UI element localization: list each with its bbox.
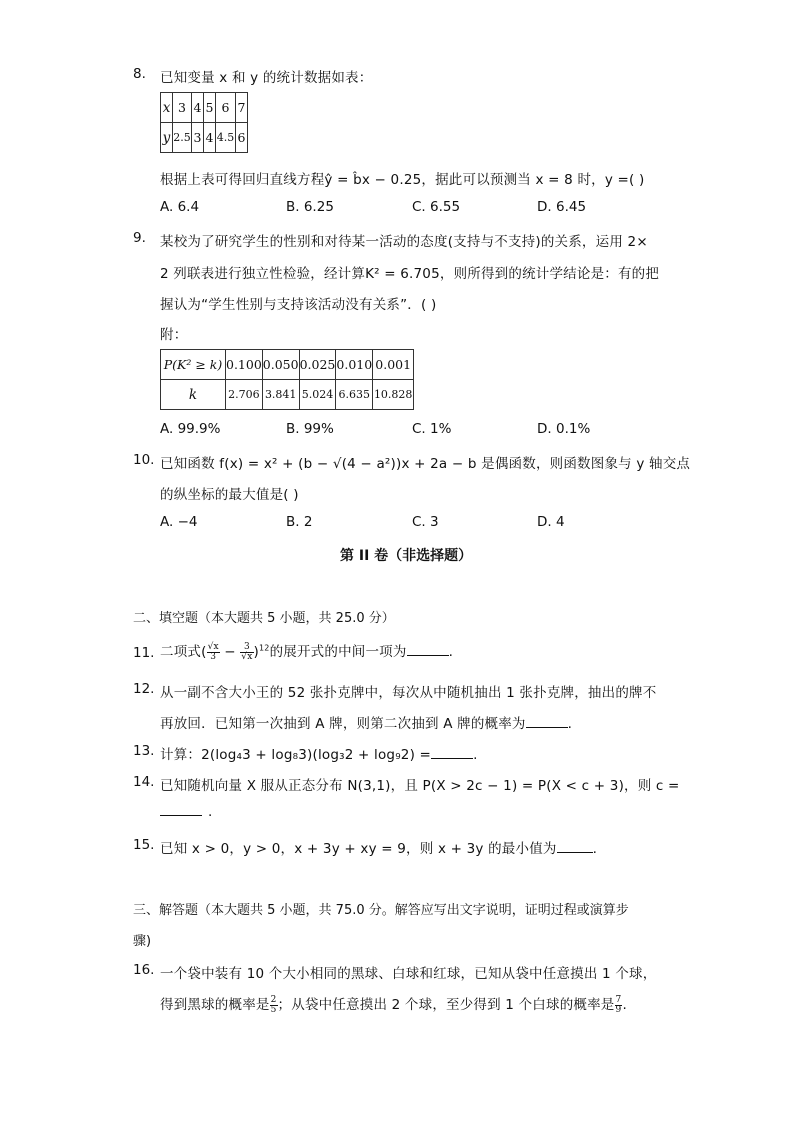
question-8-stem: 已知变量 x 和 y 的统计数据如表： <box>160 70 373 86</box>
q16-frac1-denominator: 5 <box>270 1004 277 1015</box>
table-cell: k <box>161 380 226 410</box>
q8-data-table <box>160 92 248 153</box>
question-13-number: 13. <box>133 743 155 759</box>
q11-frac2-numerator: 3 <box>240 643 253 653</box>
question-14-line2 <box>160 803 213 820</box>
q16-frac2-denominator: 9 <box>615 1004 622 1015</box>
answer-blank <box>407 643 449 656</box>
q10-option-b: B. 2 <box>286 514 313 530</box>
q12-end: . <box>567 716 573 732</box>
q10-option-a: A. −4 <box>160 514 198 530</box>
question-13-text <box>160 743 478 763</box>
q10-option-c: C. 3 <box>412 514 439 530</box>
q16-frac2-numerator: 7 <box>615 994 622 1005</box>
q16-line2-part-c: . <box>622 997 627 1013</box>
table-cell: 3.841 <box>262 380 299 410</box>
table-cell: 0.100 <box>226 350 263 380</box>
question-16-line2 <box>160 993 627 1015</box>
q11-frac1-denominator: 3 <box>210 651 217 662</box>
table-cell: 0.050 <box>262 350 299 380</box>
question-11-text <box>160 640 453 662</box>
question-16-line1: 一个袋中装有 10 个大小相同的黑球、白球和红球，已知从袋中任意摸出 1 个球， <box>160 966 657 982</box>
q16-fraction-black <box>270 996 278 1015</box>
section-3-heading-line2: 骤) <box>133 934 152 949</box>
q12-line2-text: 再放回．已知第一次抽到 A 牌，则第二次抽到 A 牌的概率为 <box>160 716 526 732</box>
table-cell: 2.5 <box>173 123 192 153</box>
answer-blank <box>526 715 568 728</box>
question-9-line3: 握认为“学生性别与支持该活动没有关系”．( ) <box>160 297 437 313</box>
q11-tail: 的展开式的中间一项为 <box>269 644 407 660</box>
part-2-title: 第 II 卷（非选择题） <box>340 548 473 564</box>
q13-expression: 计算：2(log₄3 + log₈3)(log₃2 + log₉2) = <box>160 747 432 763</box>
q16-line2-part-b: ；从袋中任意摸出 2 个球，至少得到 1 个白球的概率是 <box>277 997 615 1013</box>
table-cell: x <box>161 93 173 123</box>
table-cell: 6 <box>216 93 236 123</box>
q11-exponent: 12 <box>258 643 270 653</box>
question-10-number: 10. <box>133 452 155 468</box>
q13-end: . <box>473 747 478 763</box>
q15-statement: 已知 x > 0，y > 0，x + 3y + xy = 9，则 x + 3y 的最小值为 <box>160 841 557 857</box>
question-9-appendix: 附： <box>160 327 188 343</box>
q8-option-b: B. 6.25 <box>286 199 334 215</box>
section-2-heading: 二、填空题（本大题共 5 小题，共 25.0 分） <box>133 611 395 626</box>
table-cell: 3 <box>192 123 204 153</box>
question-16-number: 16. <box>133 962 155 978</box>
table-cell: 0.010 <box>336 350 373 380</box>
section-3-heading-line1: 三、解答题（本大题共 5 小题，共 75.0 分。解答应写出文字说明，证明过程或演算步 <box>133 903 629 918</box>
q9-critical-value-table <box>160 349 414 410</box>
q10-option-d: D. 4 <box>537 514 565 530</box>
table-cell: 6 <box>236 123 248 153</box>
q11-fraction-1 <box>207 643 220 662</box>
q11-end: . <box>448 644 454 660</box>
question-11-number: 11. <box>133 645 155 661</box>
q8-option-a: A. 6.4 <box>160 199 200 215</box>
table-cell: 4 <box>204 123 216 153</box>
table-row <box>161 350 414 380</box>
question-8-number: 8. <box>133 66 146 82</box>
q9-option-b: B. 99% <box>286 421 334 437</box>
q11-frac1-numerator: √x <box>207 641 219 652</box>
question-8-line2: 根据上表可得回归直线方程ŷ = b̂x − 0.25，据此可以预测当 x = 8 时，y =( ) <box>160 172 645 188</box>
question-9-line2: 2 列联表进行独立性检验，经计算K² = 6.705，则所得到的统计学结论是：有的把 <box>160 266 660 282</box>
q11-fraction-2 <box>240 643 253 662</box>
q8-option-c: C. 6.55 <box>412 199 461 215</box>
q16-line2-part-a: 得到黑球的概率是 <box>160 997 270 1013</box>
table-cell: 10.828 <box>373 380 414 410</box>
question-9-line1: 某校为了研究学生的性别和对待某一活动的态度(支持与不支持)的关系，运用 2× <box>160 234 648 250</box>
q11-prefix: 二项式( <box>160 644 207 660</box>
table-cell: y <box>161 123 173 153</box>
q15-end: . <box>592 841 598 857</box>
table-cell: 0.001 <box>373 350 414 380</box>
question-14-line1: 已知随机向量 X 服从正态分布 N(3,1)，且 P(X > 2c − 1) = P(X < c + 3)，则 c = <box>160 778 680 794</box>
table-cell: 5 <box>204 93 216 123</box>
table-cell: P(K² ≥ k) <box>161 350 226 380</box>
table-cell: 5.024 <box>299 380 336 410</box>
table-row <box>161 123 248 153</box>
q11-close: ) <box>253 644 259 660</box>
question-12-number: 12. <box>133 681 155 697</box>
question-10-line1: 已知函数 f(x) = x² + (b − √(4 − a²))x + 2a − b 是偶函数，则函数图象与 y 轴交点 <box>160 456 691 472</box>
question-15-text <box>160 837 597 857</box>
question-14-number: 14. <box>133 774 155 790</box>
question-12-line2 <box>160 712 572 732</box>
q9-option-a: A. 99.9% <box>160 421 221 437</box>
answer-blank <box>557 840 593 853</box>
question-9-number: 9. <box>133 230 146 246</box>
q9-option-d: D. 0.1% <box>537 421 591 437</box>
question-12-line1: 从一副不含大小王的 52 张扑克牌中，每次从中随机抽出 1 张扑克牌，抽出的牌不 <box>160 685 657 701</box>
table-row <box>161 380 414 410</box>
question-10-line2: 的纵坐标的最大值是( ) <box>160 487 299 503</box>
answer-blank <box>160 803 202 816</box>
table-cell: 2.706 <box>226 380 263 410</box>
table-cell: 6.635 <box>336 380 373 410</box>
table-cell: 7 <box>236 93 248 123</box>
q8-option-d: D. 6.45 <box>537 199 587 215</box>
q16-frac1-numerator: 2 <box>270 994 277 1005</box>
table-cell: 4 <box>192 93 204 123</box>
table-cell: 3 <box>173 93 192 123</box>
table-cell: 0.025 <box>299 350 336 380</box>
q14-end: . <box>208 804 213 820</box>
table-cell: 4.5 <box>216 123 236 153</box>
table-row <box>161 93 248 123</box>
answer-blank <box>431 746 473 759</box>
q9-option-c: C. 1% <box>412 421 452 437</box>
q11-frac2-denominator: √x <box>241 651 253 662</box>
q11-minus: − <box>219 644 241 660</box>
question-15-number: 15. <box>133 837 155 853</box>
